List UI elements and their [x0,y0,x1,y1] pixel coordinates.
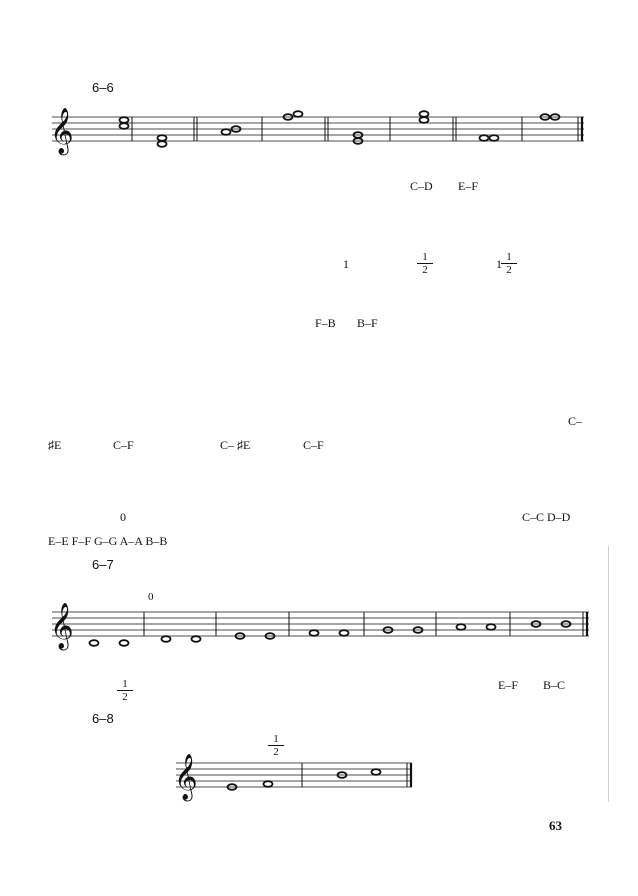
fraction-half-4: $\frac{1}{2}$ [268,733,284,758]
note [192,636,201,642]
note [420,117,429,123]
text-unisons-1: C–C D–D [522,510,571,524]
page-number: 63 [549,818,562,833]
fraction-half-2: $\frac{1}{2}$ [501,251,517,276]
note [310,630,319,636]
note [120,640,129,646]
fraction-half-3: $\frac{1}{2}$ [117,678,133,703]
staff-example-6-6 [48,100,588,160]
text-sharp-e: ♯E [48,438,62,452]
text-zero-2: 0 [148,591,154,603]
example-label-6-8: 6–8 [92,711,114,726]
note [120,117,129,123]
note [490,135,499,141]
note [372,769,381,775]
text-c-f-1: C–F [113,438,134,452]
text-interval-one: 1 [343,257,349,271]
text-zero-1: 0 [120,510,126,524]
text-c-dash: C– [568,414,583,428]
text-b-c: B–C [543,678,566,692]
text-c-f-2: C–F [303,438,324,452]
text-unisons-2: E–E F–F G–G A–A B–B [48,534,168,548]
treble-clef-icon: 𝄞 [174,754,198,800]
note [162,636,171,642]
text-one-whole: 1 [496,257,502,271]
example-label-6-6: 6–6 [92,80,114,95]
note [158,141,167,147]
text-e-f: E–F [458,179,479,193]
note [294,111,303,117]
note [340,630,349,636]
note [487,624,496,630]
treble-clef-icon: 𝄞 [50,108,74,154]
text-c-d: C–D [410,179,433,193]
fraction-half-1: $\frac{1}{2}$ [417,251,433,276]
page-edge-divider [608,546,609,802]
note [480,135,489,141]
note [420,111,429,117]
note [120,123,129,129]
whole-notes [90,621,571,646]
staff-example-6-8 [172,752,422,812]
text-e-f-2: E–F [498,678,519,692]
note [264,781,273,787]
staff-example-6-7 [48,601,593,661]
text-c-sharp-e: C– ♯E [220,438,251,452]
treble-clef-icon: 𝄞 [50,603,74,649]
note [90,640,99,646]
note [158,135,167,141]
example-label-6-7: 6–7 [92,557,114,572]
note [222,129,231,135]
text-b-f: B–F [357,316,378,330]
staff-lines [52,612,589,636]
text-f-b: F–B [315,316,336,330]
note [457,624,466,630]
